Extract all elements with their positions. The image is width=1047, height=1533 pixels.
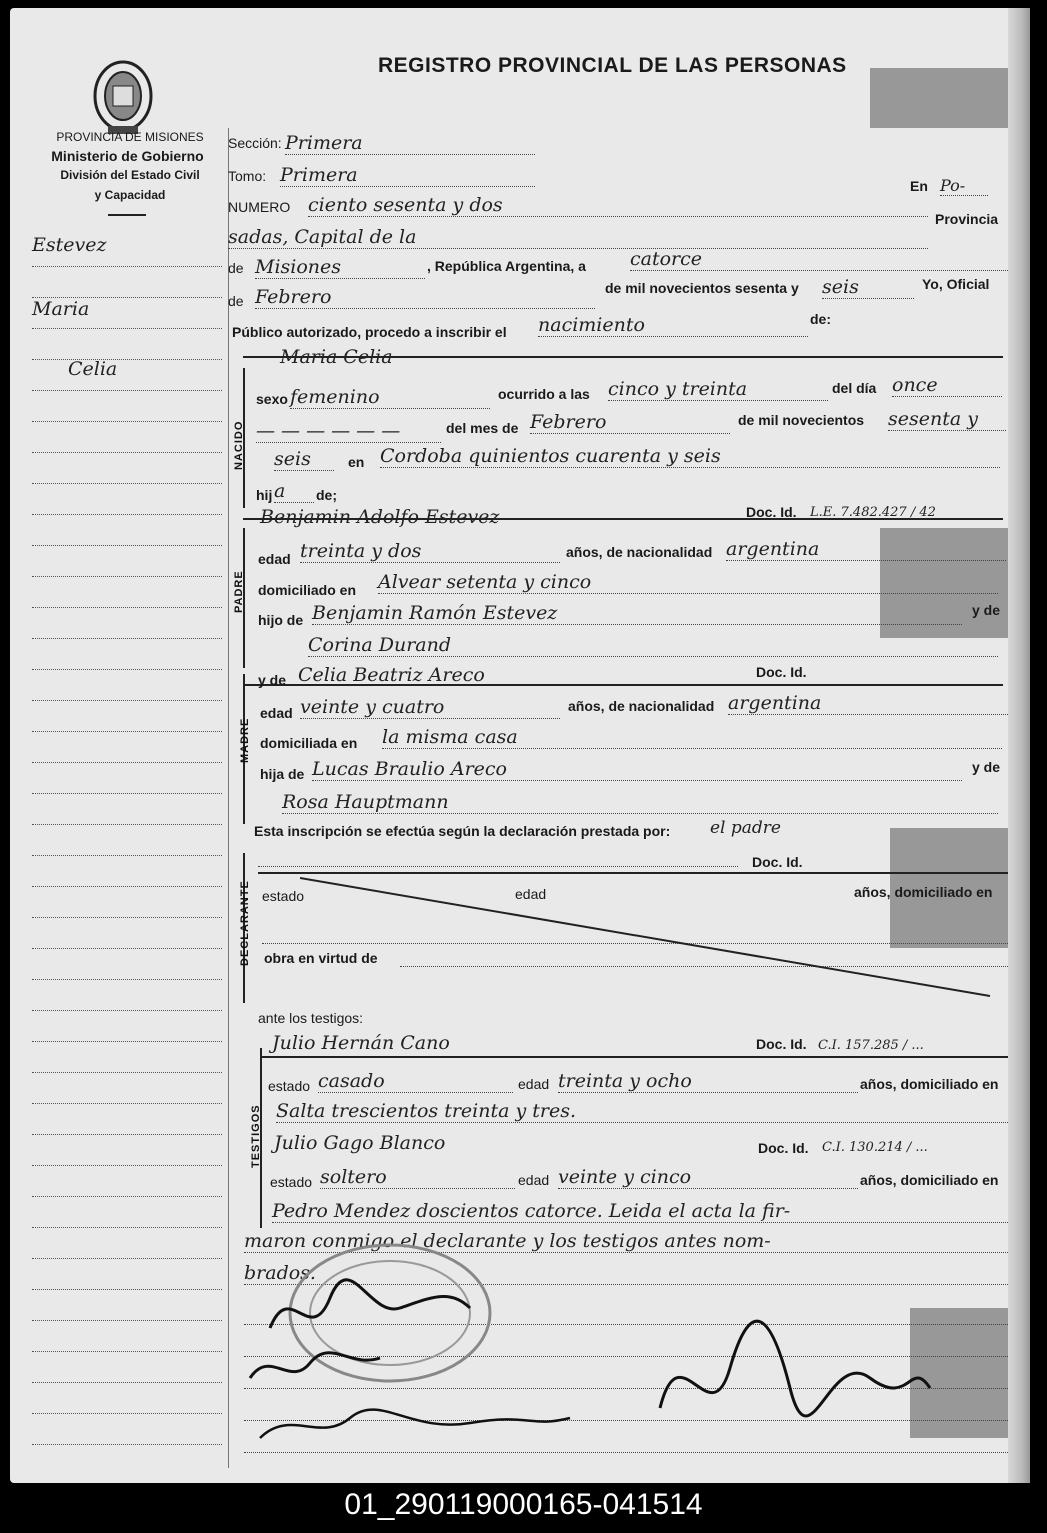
- padre-dom-value: Alvear setenta y cinco: [378, 571, 998, 594]
- section-rule: [260, 1056, 1012, 1058]
- t1-anios-label: años, domiciliado en: [860, 1076, 999, 1092]
- t2-edad-label: edad: [518, 1172, 550, 1188]
- numero-label: NUMERO: [228, 199, 291, 215]
- en-value: Po-: [940, 176, 988, 196]
- hij-value: a: [274, 480, 314, 503]
- margin-ruled-line: [32, 390, 222, 391]
- t2-estado-label: estado: [270, 1174, 313, 1190]
- margin-ruled-line: [32, 1010, 222, 1011]
- margin-ruled-line: [32, 359, 222, 360]
- ministry-label: Ministerio de Gobierno: [51, 148, 204, 164]
- margin-ruled-line: [32, 576, 222, 577]
- t1-edad-label: edad: [518, 1076, 550, 1092]
- document-page: [10, 8, 1030, 1483]
- hija-de-label: hija de: [260, 766, 305, 782]
- margin-ruled-line: [32, 700, 222, 701]
- domiciliado-label: domiciliado en: [258, 582, 357, 598]
- margin-name-1: Maria: [32, 298, 90, 320]
- madre-nac-value: argentina: [728, 692, 1008, 715]
- obra-label: obra en virtud de: [264, 950, 378, 966]
- margin-ruled-line: [32, 452, 222, 453]
- madre-anios-label: años, de nacionalidad: [568, 698, 715, 714]
- image-identifier: 01_290119000165-041514: [344, 1488, 703, 1521]
- margin-ruled-line: [32, 1258, 222, 1259]
- divider: [108, 214, 146, 216]
- madre-edad-label: edad: [260, 705, 293, 721]
- ocurrido-label: ocurrido a las: [498, 386, 590, 402]
- margin-ruled-line: [32, 762, 222, 763]
- lugar-value: sadas, Capital de la: [228, 226, 928, 249]
- y-de-madre-label: y de: [258, 672, 287, 688]
- margin-ruled-line: [32, 1413, 222, 1414]
- del-dia-label: del día: [832, 380, 877, 396]
- acto-value: nacimiento: [538, 314, 808, 337]
- t1-dom-value: Salta trescientos treinta y tres.: [276, 1100, 1012, 1123]
- doc-id-label: Doc. Id.: [746, 504, 797, 520]
- declarante-value: el padre: [710, 818, 781, 838]
- declarante-side-label: DECLARANTE: [239, 880, 251, 966]
- decl-anios-label: años, domiciliado en: [854, 884, 993, 900]
- mes-nac-value: Febrero: [530, 411, 730, 434]
- t1-doc-value: C.I. 157.285 / ...: [818, 1038, 924, 1053]
- dia-nac-value: once: [892, 374, 1002, 397]
- nombre-nacido: Maria Celia: [280, 346, 393, 368]
- padre-edad-value: treinta y dos: [300, 540, 560, 563]
- sexo-label: sexo: [256, 391, 288, 407]
- hij-label: hij: [256, 487, 273, 503]
- madre-edad-value: veinte y cuatro: [300, 696, 560, 719]
- margin-ruled-line: [32, 297, 222, 298]
- provincia-label: Provincia: [935, 211, 999, 227]
- cierre-line-2: brados.: [244, 1262, 1012, 1285]
- t1-estado-value: casado: [318, 1070, 513, 1093]
- oficial-label: Yo, Oficial: [922, 276, 990, 292]
- y-de-m-label: y de: [972, 759, 1001, 775]
- de-colon-label: de:: [810, 311, 831, 327]
- margin-ruled-line: [32, 1382, 222, 1383]
- margin-ruled-line: [32, 886, 222, 887]
- dashes: — — — — — —: [256, 420, 441, 443]
- anios-nac-label: años, de nacionalidad: [566, 544, 713, 560]
- en-label: En: [910, 178, 928, 194]
- del-mes-label: del mes de: [446, 420, 519, 436]
- padre-side-label: PADRE: [233, 570, 245, 613]
- margin-ruled-line: [32, 979, 222, 980]
- margin-ruled-line: [32, 1072, 222, 1073]
- t2-dom-value: Pedro Mendez doscientos catorce. Leida el acta la fir-: [272, 1200, 1012, 1223]
- madre-doc-label: Doc. Id.: [756, 664, 807, 680]
- margin-ruled-line: [32, 855, 222, 856]
- margin-ruled-line: [32, 514, 222, 515]
- margin-ruled-line: [32, 731, 222, 732]
- t2-estado-value: soltero: [320, 1166, 515, 1189]
- margin-ruled-line: [32, 793, 222, 794]
- margin-ruled-line: [32, 638, 222, 639]
- testigo2-nombre: Julio Gago Blanco: [274, 1132, 446, 1154]
- provincia-value: Misiones: [255, 256, 425, 279]
- t1-doc-label: Doc. Id.: [756, 1036, 807, 1052]
- margin-surname: Estevez: [32, 234, 107, 256]
- numero-value: ciento sesenta y dos: [308, 194, 928, 217]
- en-lugar-label: en: [348, 454, 365, 470]
- anio-nac-value: sesenta y: [888, 408, 1006, 431]
- margin-ruled-line: [32, 1196, 222, 1197]
- margin-ruled-line: [32, 1041, 222, 1042]
- margin-ruled-line: [32, 824, 222, 825]
- hora-value: cinco y treinta: [608, 378, 828, 401]
- padre-nac-value: argentina: [726, 538, 1006, 561]
- t2-edad-value: veinte y cinco: [558, 1166, 858, 1189]
- division-label: División del Estado Civil: [60, 168, 200, 182]
- lugar-nac-value: Cordoba quinientos cuarenta y seis: [380, 445, 1000, 468]
- margin-ruled-line: [32, 1289, 222, 1290]
- seccion-value: Primera: [285, 132, 535, 155]
- provincial-crest-emblem: [88, 56, 158, 136]
- margin-ruled-line: [32, 1103, 222, 1104]
- tomo-value: Primera: [280, 164, 535, 187]
- decl-estado-label: estado: [262, 888, 305, 904]
- margin-ruled-line: [32, 669, 222, 670]
- abuelo-materno: Lucas Braulio Areco: [312, 758, 962, 781]
- t2-doc-value: C.I. 130.214 / ...: [822, 1140, 928, 1155]
- mil-nov-label: de mil novecientos: [738, 412, 865, 428]
- t2-anios-label: años, domiciliado en: [860, 1172, 999, 1188]
- edad-label: edad: [258, 551, 291, 567]
- seccion-label: Sección:: [228, 135, 282, 151]
- margin-ruled-line: [32, 545, 222, 546]
- margin-ruled-line: [32, 1227, 222, 1228]
- page-title: REGISTRO PROVINCIAL DE LAS PERSONAS: [378, 54, 847, 77]
- anio-value: seis: [822, 276, 914, 299]
- madre-nombre: Celia Beatriz Areco: [298, 664, 485, 686]
- abuelo-paterno: Benjamin Ramón Estevez: [312, 602, 962, 625]
- testigo1-nombre: Julio Hernán Cano: [272, 1032, 450, 1054]
- decl-edad-label: edad: [515, 886, 547, 902]
- margin-name-2: Celia: [68, 358, 118, 380]
- declarante-name-line: [258, 866, 738, 867]
- margin-ruled-line: [32, 1351, 222, 1352]
- margin-ruled-line: [32, 483, 222, 484]
- dia-value: catorce: [630, 248, 1010, 271]
- margin-ruled-line: [32, 917, 222, 918]
- margin-ruled-line: [32, 948, 222, 949]
- madre-side-label: MADRE: [239, 717, 251, 763]
- sexo-value: femenino: [290, 386, 490, 409]
- hijo-de-label: hijo de: [258, 612, 304, 628]
- t1-estado-label: estado: [268, 1078, 311, 1094]
- margin-ruled-line: [32, 607, 222, 608]
- de-semi-label: de;: [316, 487, 337, 503]
- abuela-paterna: Corina Durand: [308, 634, 998, 657]
- mil-label: de mil novecientos sesenta y: [605, 280, 799, 296]
- margin-ruled-line: [32, 266, 222, 267]
- province-label: PROVINCIA DE MISIONES: [56, 130, 204, 144]
- republica-label: , República Argentina, a: [427, 258, 586, 274]
- domiciliada-label: domiciliada en: [260, 735, 358, 751]
- margin-ruled-line: [32, 1165, 222, 1166]
- margin-ruled-line: [32, 1320, 222, 1321]
- testigos-side-label: TESTIGOS: [250, 1104, 262, 1168]
- cancel-stroke: [300, 874, 1000, 1004]
- margin-divider: [228, 128, 229, 1468]
- t1-edad-value: treinta y ocho: [558, 1070, 858, 1093]
- de-mes-label: de: [228, 293, 244, 309]
- handwritten-signatures: [230, 1268, 990, 1468]
- y-de-label: y de: [972, 602, 1001, 618]
- padre-nombre: Benjamin Adolfo Estevez: [260, 506, 500, 528]
- publico-label: Público autorizado, procedo a inscribir el: [232, 324, 507, 340]
- scan-smudge: [870, 68, 1010, 128]
- testigos-label: ante los testigos:: [258, 1010, 364, 1026]
- de-label: de: [228, 260, 244, 276]
- margin-ruled-line: [32, 328, 222, 329]
- margin-ruled-line: [32, 1444, 222, 1445]
- madre-dom-value: la misma casa: [382, 726, 1002, 749]
- margin-ruled-line: [32, 421, 222, 422]
- t2-doc-label: Doc. Id.: [758, 1140, 809, 1156]
- cierre-line-1: maron conmigo el declarante y los testigos antes nom-: [244, 1230, 1012, 1253]
- tomo-label: Tomo:: [228, 168, 267, 184]
- inscripcion-label: Esta inscripción se efectúa según la declaración prestada por:: [254, 823, 671, 839]
- nacido-side-label: NACIDO: [233, 420, 245, 470]
- abuela-materna: Rosa Hauptmann: [282, 791, 998, 814]
- mes-value: Febrero: [255, 286, 595, 309]
- decl-doc-label: Doc. Id.: [752, 854, 803, 870]
- anio-nac-value-2: seis: [274, 448, 334, 471]
- capacity-label: y Capacidad: [94, 188, 166, 202]
- padre-doc-value: L.E. 7.482.427 / 42: [810, 505, 936, 520]
- margin-ruled-line: [32, 1134, 222, 1135]
